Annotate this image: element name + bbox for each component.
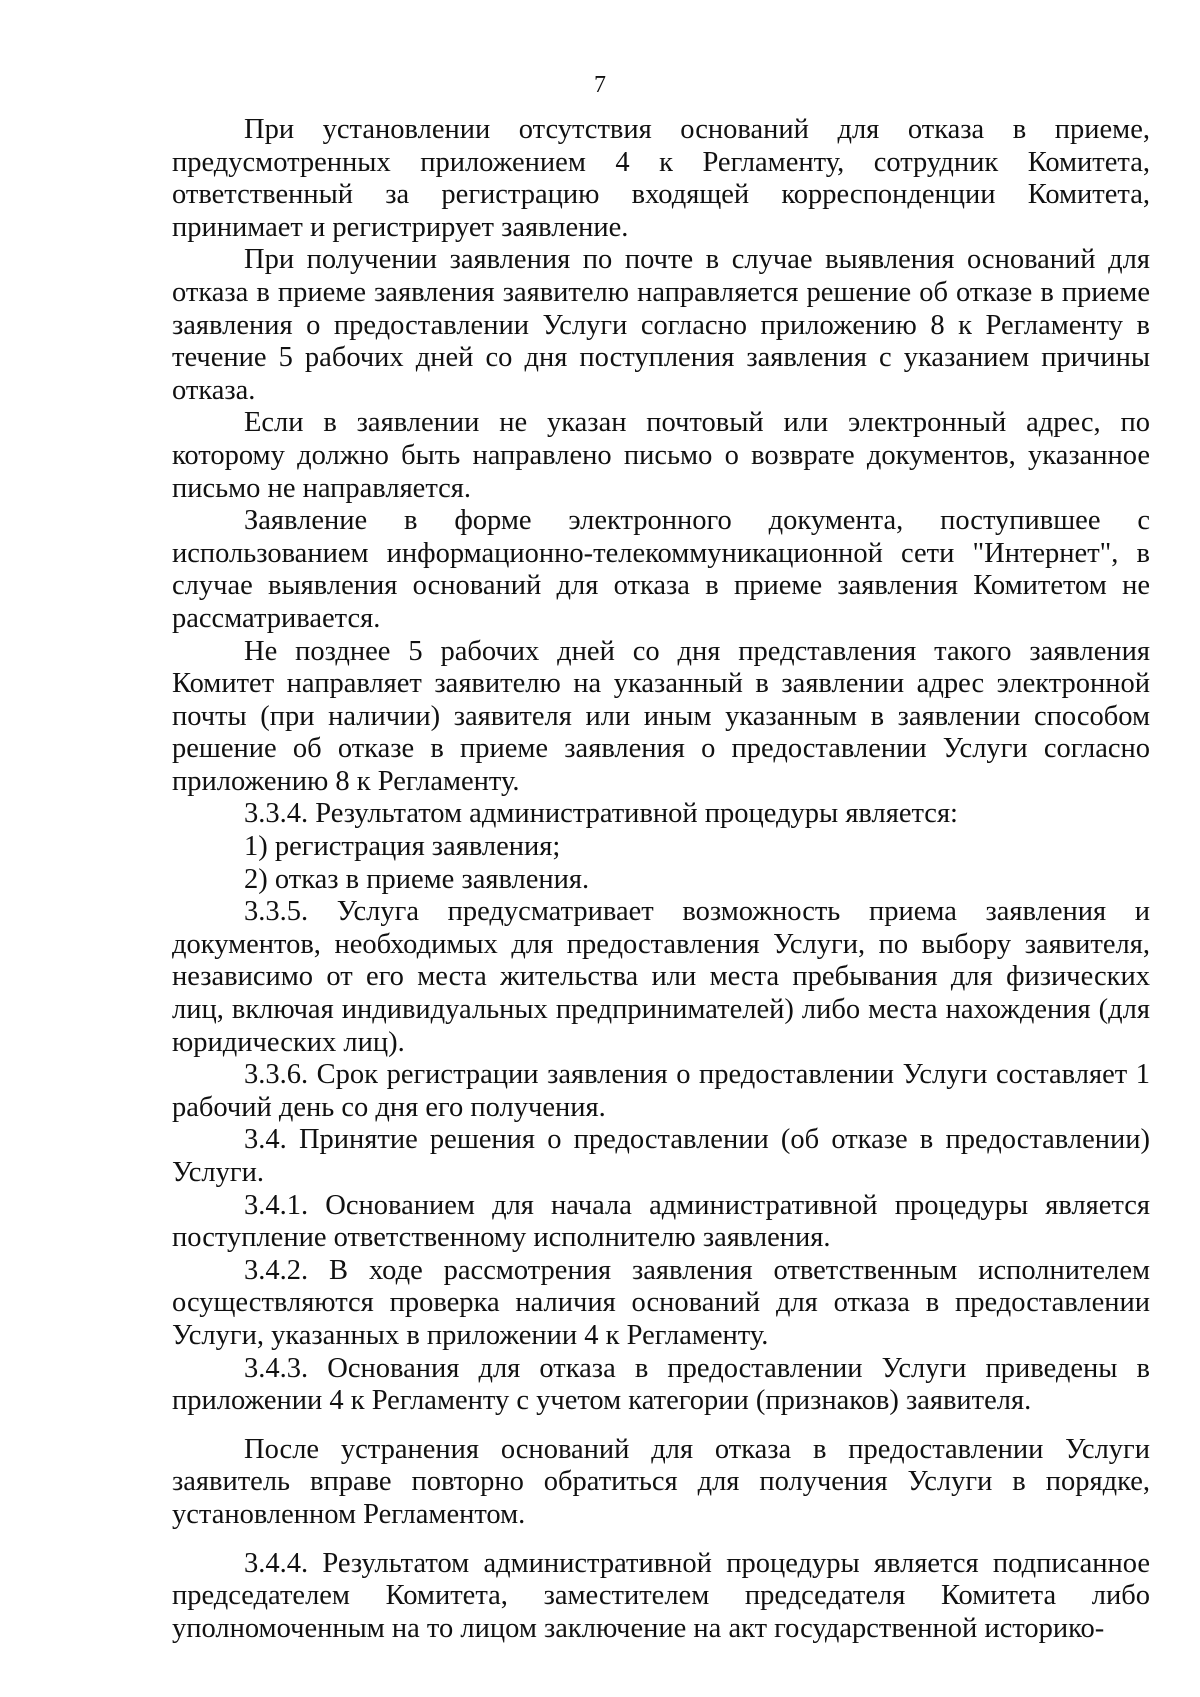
paragraph: Заявление в форме электронного документа, поступившее с использованием информационно-телекоммуникационной сети "Интернет", в случае выявления оснований для отказа в приеме заявления Комитетом не рассматривается.	[172, 505, 1150, 634]
paragraph: 3.3.6. Срок регистрации заявления о предоставлении Услуги составляет 1 рабочий день со дня его получения.	[172, 1059, 1150, 1123]
list-item: 2) отказ в приеме заявления.	[244, 863, 590, 895]
page-number: 7	[594, 72, 606, 98]
paragraph: При установлении отсутствия оснований для отказа в приеме, предусмотренных приложением 4 к Регламенту, сотрудник Комитета, ответственный за регистрацию входящей корреспонденции Комитета, принимает и регистрирует заявление.	[172, 114, 1150, 243]
paragraph: 3.4.4. Результатом административной процедуры является подписанное председателем Комитета, заместителем председателя Комитета либо уполномоченным на то лицом заключение на акт государственной историко-	[172, 1547, 1150, 1644]
paragraph: 3.3.4. Результатом административной процедуры является:	[244, 798, 958, 830]
paragraph: 3.4.1. Основанием для начала административной процедуры является поступление ответственному исполнителю заявления.	[172, 1189, 1150, 1254]
paragraph: 3.4.3. Основания для отказа в предоставлении Услуги приведены в приложении 4 к Регламенту с учетом категории (признаков) заявителя.	[172, 1352, 1150, 1417]
paragraph: 3.4. Принятие решения о предоставлении (об отказе в предоставлении) Услуги.	[172, 1124, 1150, 1188]
paragraph: После устранения оснований для отказа в предоставлении Услуги заявитель вправе повторно обратиться для получения Услуги в порядке, установленном Регламентом.	[172, 1433, 1150, 1530]
paragraph: Если в заявлении не указан почтовый или электронный адрес, по которому должно быть направлено письмо о возврате документов, указанное письмо не направляется.	[172, 407, 1150, 504]
paragraph: Не позднее 5 рабочих дней со дня представления такого заявления Комитет направляет заявителю на указанный в заявлении адрес электронной почты (при наличии) заявителя или иным указанным в заявлении способом решение об отказе в приеме заявления о предоставлении Услуги согласно приложению 8 к Регламенту.	[172, 635, 1150, 797]
document-body	[172, 114, 1150, 1645]
paragraph: При получении заявления по почте в случае выявления оснований для отказа в приеме заявления заявителю направляется решение об отказе в приеме заявления о предоставлении Услуги согласно приложению 8 к Регламенту в течение 5 рабочих дней со дня поступления заявления с указанием причины отказа.	[172, 244, 1150, 406]
paragraph: 3.3.5. Услуга предусматривает возможность приема заявления и документов, необходимых для предоставления Услуги, по выбору заявителя, независимо от его места жительства или места пребывания для физических лиц, включая индивидуальных предпринимателей) либо места нахождения (для юридических лиц).	[172, 896, 1150, 1058]
list-item: 1) регистрация заявления;	[244, 831, 561, 863]
paragraph: 3.4.2. В ходе рассмотрения заявления ответственным исполнителем осуществляются проверка наличия оснований для отказа в предоставлении Услуги, указанных в приложении 4 к Регламенту.	[172, 1254, 1150, 1351]
